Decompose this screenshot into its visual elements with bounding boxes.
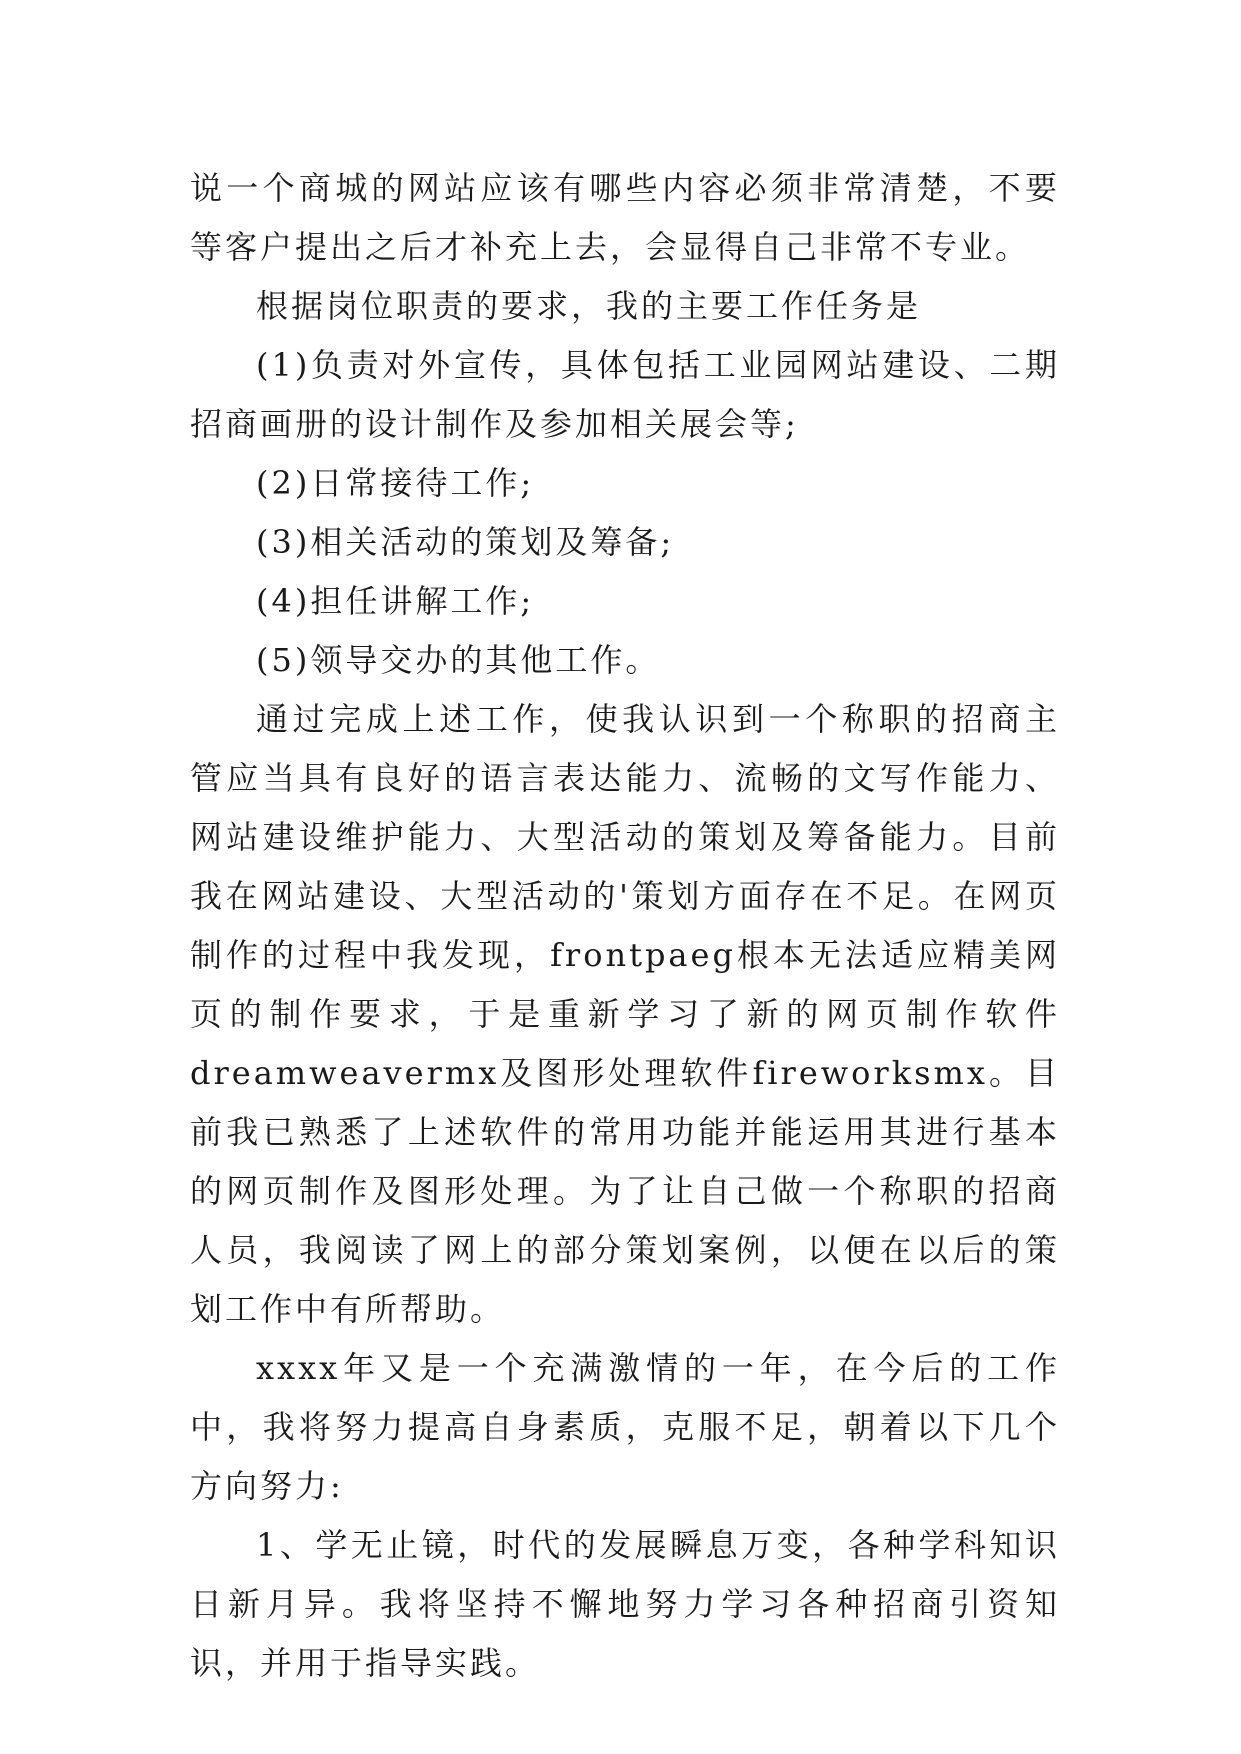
paragraph-intro-continuation: 说一个商城的网站应该有哪些内容必须非常清楚，不要等客户提出之后才补充上去，会显得自己非常不专业。 [190, 169, 1060, 266]
paragraph-duty-5: (5)领导交办的其他工作。 [256, 641, 661, 679]
paragraph-outlook: xxxx年又是一个充满激情的一年，在今后的工作中，我将努力提高自身素质，克服不足，朝着以下几个方向努力: [190, 1349, 1060, 1505]
paragraph-reflection: 通过完成上述工作，使我认识到一个称职的招商主管应当具有良好的语言表达能力、流畅的文写作能力、网站建设维护能力、大型活动的策划及筹备能力。目前我在网站建设、大型活动的'策划方面存在不足。在网页制作的过程中我发现，frontpaeg根本无法适应精美网页的制作要求，于是重新学习了新的网页制作软件dreamweavermx及图形处理软件fireworksmx。目前我已熟悉了上述软件的常用功能并能运用其进行基本的网页制作及图形处理。为了让自己做一个称职的招商人员，我阅读了网上的部分策划案例，以便在以后的策划工作中有所帮助。 [190, 700, 1060, 1328]
paragraph-goal-1: 1、学无止镜，时代的发展瞬息万变，各种学科知识日新月异。我将坚持不懈地努力学习各种招商引资知识，并用于指导实践。 [190, 1526, 1060, 1682]
document-body [190, 159, 1060, 1693]
paragraph-duty-1: (1)负责对外宣传，具体包括工业园网站建设、二期招商画册的设计制作及参加相关展会等; [190, 346, 1060, 443]
paragraph-duty-3: (3)相关活动的策划及筹备; [256, 523, 675, 561]
paragraph-duty-2: (2)日常接待工作; [256, 464, 535, 502]
paragraph-duties-heading: 根据岗位职责的要求，我的主要工作任务是 [256, 287, 922, 325]
paragraph-duty-4: (4)担任讲解工作; [256, 582, 535, 620]
document-page [190, 0, 1060, 1754]
